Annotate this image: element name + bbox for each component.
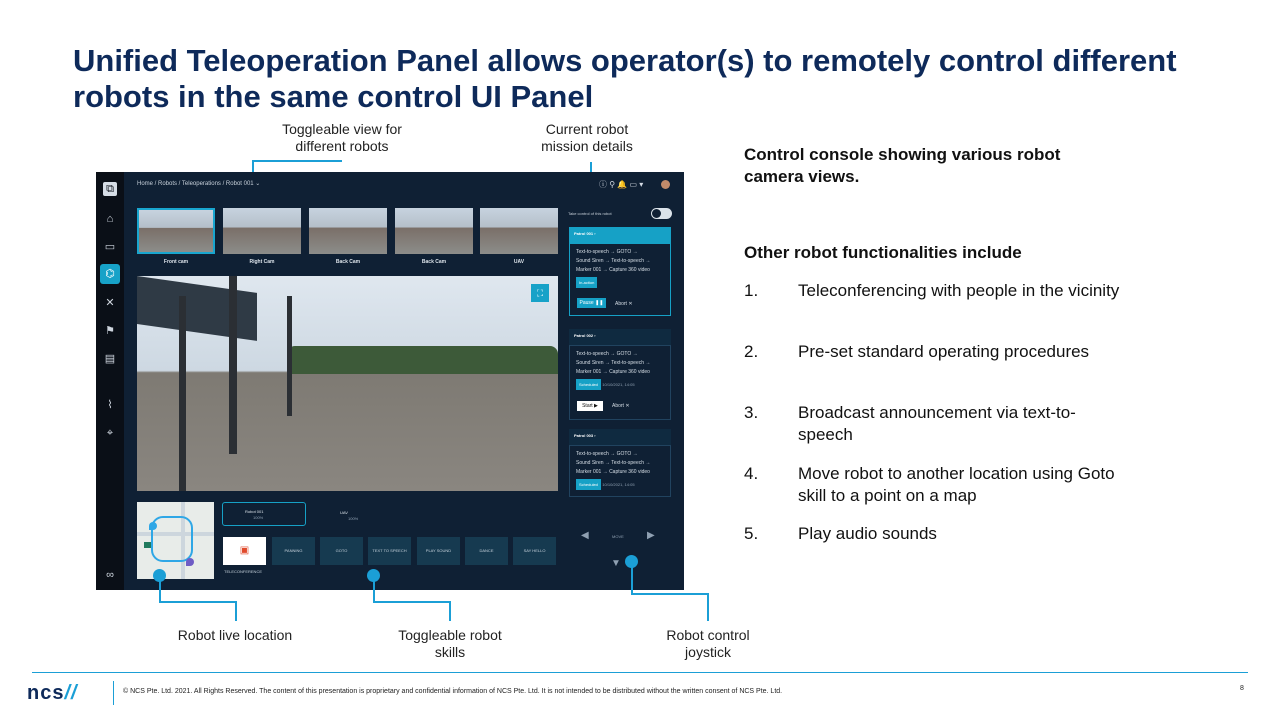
- footer-separator: [113, 681, 114, 705]
- abort-button[interactable]: Abort ✕: [612, 403, 630, 409]
- camera-label: Back Cam: [335, 259, 361, 265]
- callout-robot-skills: Toggleable robot skills: [398, 627, 502, 660]
- home-icon[interactable]: ⌂: [106, 213, 114, 225]
- camera-label: Front cam: [163, 259, 189, 265]
- camera-label: Back Cam: [421, 259, 447, 265]
- abort-button[interactable]: Abort ✕: [615, 301, 633, 307]
- slide-title: Unified Teleoperation Panel allows operator(s) to remotely control different robots in the same control UI Panel: [73, 43, 1177, 114]
- schedule-time: 10/10/2021, 14:05: [602, 382, 635, 387]
- callout-mission-details: Current robot mission details: [541, 121, 633, 154]
- arrow-down-icon[interactable]: ▼: [611, 558, 621, 569]
- map-route: [151, 516, 193, 562]
- status-badge: In-action: [576, 277, 597, 288]
- robot-icon[interactable]: ⌬: [100, 264, 120, 284]
- patrol-step: Sound Siren → Text-to-speech →: [576, 360, 651, 366]
- skill-say-hello[interactable]: SAY HELLO: [513, 537, 556, 565]
- connector-line: [252, 160, 342, 162]
- teleconference-label: TELECONFERENCE: [224, 569, 263, 574]
- connector-line: [707, 593, 709, 621]
- camera-thumbnail-back[interactable]: [309, 208, 387, 254]
- take-control-toggle[interactable]: [651, 208, 672, 219]
- connector-line: [373, 601, 451, 603]
- patrol-card-header[interactable]: Patrol 002 ›: [569, 329, 671, 345]
- shelter-pillar: [229, 276, 237, 454]
- drone-icon[interactable]: ✕: [105, 297, 115, 309]
- teleoperation-console: [96, 172, 684, 590]
- connector-line: [631, 593, 709, 595]
- camera-thumbnail-uav[interactable]: [480, 208, 558, 254]
- skill-panning[interactable]: PANNING: [272, 537, 315, 565]
- shelter-roof: [137, 276, 257, 341]
- pause-button[interactable]: Pause ❚❚: [577, 298, 606, 308]
- robot-name: Robot 001: [245, 509, 264, 514]
- satellite-icon[interactable]: ⌇: [107, 399, 113, 411]
- teleconference-button[interactable]: ▣: [223, 537, 266, 565]
- schedule-time: 10/10/2021, 14:05: [602, 482, 635, 487]
- connector-line: [631, 561, 633, 595]
- callout-joystick: Robot control joystick: [666, 627, 750, 660]
- mini-map[interactable]: [137, 502, 214, 579]
- logo-text: ncs: [27, 682, 65, 704]
- patrol-step: Marker 001 → Capture 360 video: [576, 369, 650, 375]
- location-icon[interactable]: ⌖: [106, 427, 114, 439]
- logo-mark: //: [64, 682, 78, 704]
- copyright-notice: © NCS Pte. Ltd. 2021. All Rights Reserved. The content of this presentation is proprietary and confidential information of NCS Pte. Ltd. It is not intended to be distributed without the written consent of NCS Pte. Ltd.: [123, 688, 783, 695]
- camera-thumbnail-front[interactable]: [137, 208, 215, 254]
- connector-line: [235, 601, 237, 621]
- camera-label: UAV: [513, 259, 525, 265]
- take-control-label: Take control of this robot: [568, 211, 612, 216]
- skill-goto[interactable]: GOTO: [320, 537, 363, 565]
- list-number: 5.: [744, 524, 759, 543]
- arrow-right-icon[interactable]: ▶: [647, 530, 655, 541]
- patrol-card-header[interactable]: Patrol 003 ›: [569, 429, 671, 445]
- skill-dance[interactable]: DANCE: [465, 537, 508, 565]
- camera-label: Right Cam: [249, 259, 275, 265]
- list-number: 1.: [744, 281, 759, 300]
- main-camera-view[interactable]: [137, 276, 558, 491]
- callout-live-location: Robot live location: [177, 627, 293, 643]
- patrol-step: Text-to-speech → GOTO →: [576, 451, 638, 457]
- connector-line: [159, 575, 161, 602]
- ncs-logo: [27, 682, 78, 705]
- patrol-card-body: [569, 445, 671, 497]
- arrow-left-icon[interactable]: ◀: [581, 530, 589, 541]
- status-badge: Scheduled: [576, 379, 601, 390]
- list-number: 4.: [744, 464, 759, 483]
- shelter-pillar: [179, 296, 186, 491]
- app-logo-icon: ⧉: [103, 182, 117, 196]
- footer-divider: [32, 672, 1248, 673]
- toggle-knob: [652, 209, 661, 218]
- camera-thumbnail-back-2[interactable]: [395, 208, 473, 254]
- battery-level: 100%: [348, 516, 359, 521]
- breadcrumb[interactable]: Home / Robots / Teleoperations / Robot 001 ⌄: [137, 181, 261, 187]
- list-number: 3.: [744, 403, 759, 422]
- patrol-step: Text-to-speech → GOTO →: [576, 249, 638, 255]
- skill-play-sound[interactable]: PLAY SOUND: [417, 537, 460, 565]
- patrol-step: Marker 001 → Capture 360 video: [576, 469, 650, 475]
- shelter-pillar: [287, 296, 292, 416]
- console-sidebar: [96, 172, 124, 590]
- link-icon[interactable]: ∞: [106, 569, 114, 581]
- robot-joystick[interactable]: [581, 524, 661, 576]
- robot-selector-uav[interactable]: [318, 510, 368, 528]
- tree-line: [287, 346, 558, 374]
- list-item: Broadcast announcement via text-to-speech: [798, 403, 1076, 444]
- joystick-label: MOVE: [612, 534, 624, 539]
- skill-text-to-speech[interactable]: TEXT TO SPEECH: [368, 537, 411, 565]
- patrol-card-header[interactable]: Patrol 001 ›: [569, 227, 671, 243]
- patrol-step: Sound Siren → Text-to-speech →: [576, 258, 651, 264]
- map-badge: [144, 542, 151, 548]
- fullscreen-icon[interactable]: ⛶: [531, 284, 549, 302]
- list-item: Pre-set standard operating procedures: [798, 342, 1090, 361]
- connector-line: [373, 575, 375, 602]
- destination-pin[interactable]: [186, 558, 194, 566]
- callout-toggleable-view: Toggleable view for different robots: [282, 121, 402, 154]
- patrol-step: Sound Siren → Text-to-speech →: [576, 460, 651, 466]
- list-item: Play audio sounds: [798, 524, 937, 543]
- robot-location-pin[interactable]: [149, 522, 157, 530]
- list-item: Move robot to another location using Goto skill to a point on a map: [798, 464, 1115, 505]
- list-number: 2.: [744, 342, 759, 361]
- file-icon[interactable]: ▤: [104, 353, 116, 365]
- status-badge: Scheduled: [576, 479, 601, 490]
- connector-line: [159, 601, 237, 603]
- connector-line: [449, 601, 451, 621]
- description-heading: Control console showing various robot camera views.: [744, 145, 1061, 186]
- camera-thumbnail-right[interactable]: [223, 208, 301, 254]
- robot-selector-robot-001[interactable]: [222, 502, 306, 526]
- description-subheading: Other robot functionalities include: [744, 243, 1022, 262]
- avatar[interactable]: [661, 180, 670, 189]
- patrol-step: Text-to-speech → GOTO →: [576, 351, 638, 357]
- page-number: 8: [1240, 685, 1244, 692]
- flag-icon[interactable]: ⚑: [105, 325, 115, 337]
- monitor-icon[interactable]: ▭: [104, 241, 116, 253]
- header-icons[interactable]: ⓘ ⚲ 🔔 ▭ ▾: [599, 180, 644, 189]
- start-button[interactable]: Start ▶: [577, 401, 603, 411]
- battery-level: 100%: [253, 515, 264, 520]
- patrol-step: Marker 001 → Capture 360 video: [576, 267, 650, 273]
- list-item: Teleconferencing with people in the vicinity: [798, 281, 1120, 300]
- robot-name: UAV: [340, 510, 348, 515]
